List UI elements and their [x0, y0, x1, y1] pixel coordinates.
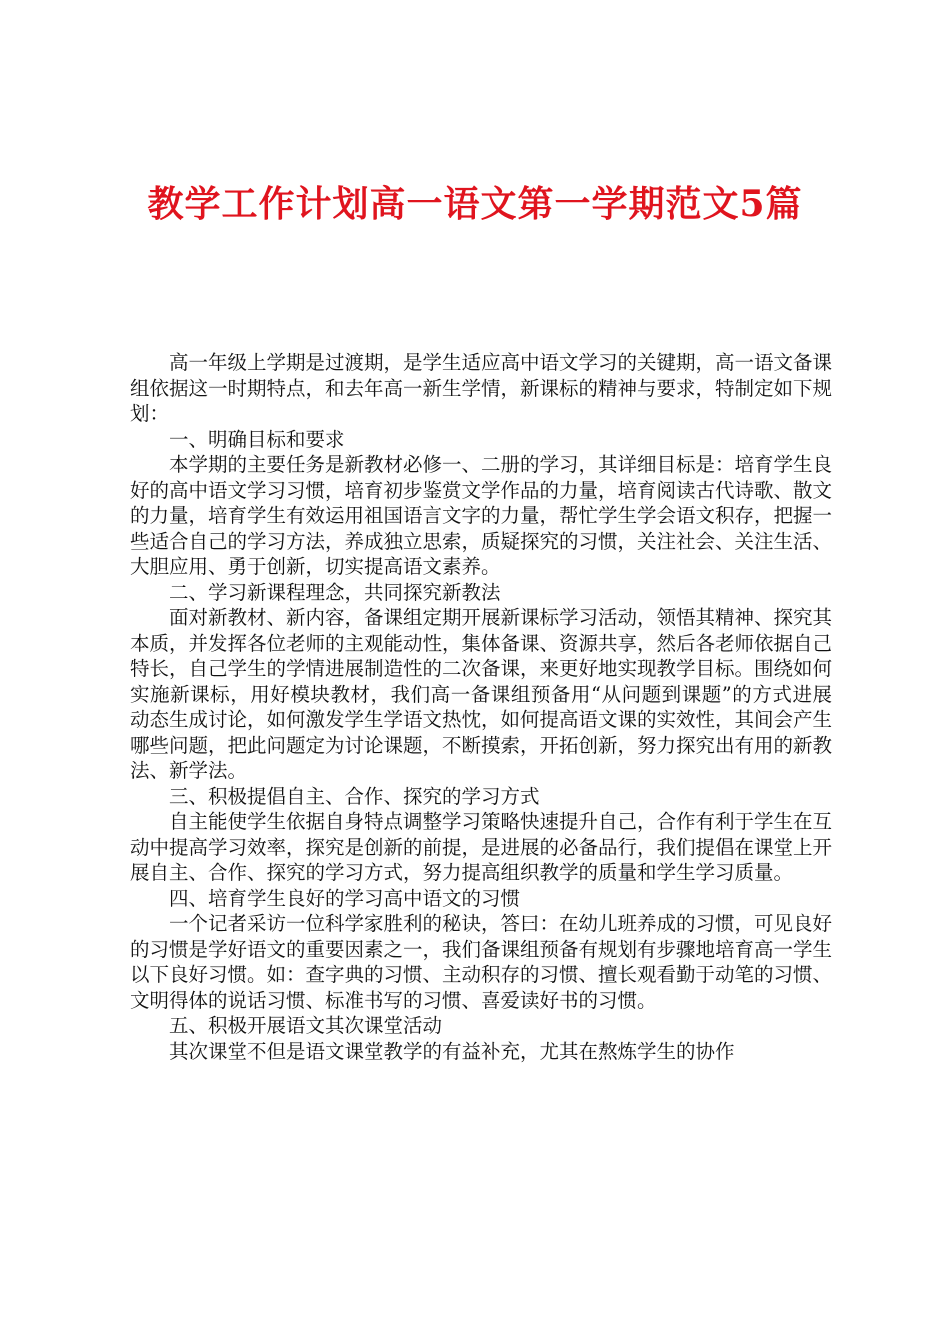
section-heading-5: 五、积极开展语文其次课堂活动 [169, 1014, 443, 1037]
paragraph-section-5: 其次课堂不但是语文课堂教学的有益补充，尤其在熬炼学生的协作 [169, 1039, 735, 1063]
paragraph-intro: 高一年级上学期是过渡期，是学生适应高中语文学习的关键期，高一语文备课组依据这一时期特点，和去年高一新生学情，新课标的精神与要求，特制定如下规划： [130, 351, 833, 425]
section-heading-4: 四、培育学生良好的学习高中语文的习惯 [169, 886, 521, 910]
section-heading-1: 一、明确目标和要求 [169, 427, 345, 451]
section-heading-2: 二、学习新课程理念，共同探究新教法 [169, 580, 501, 604]
paragraph-section-2: 面对新教材、新内容，备课组定期开展新课标学习活动，领悟其精神、探究其本质，并发挥各位老师的主观能动性，集体备课、资源共享，然后各老师依据自己特长，自己学生的学情进展制造性的二次备课，来更好地实现教学目标。围绕如何实施新课标，用好模块教材，我们高一备课组预备用“从问题到课题”的方式进展动态生成讨论，如何激发学生学语文热忱，如何提高语文课的实效性，其间会产生哪些问题，把此问题定为讨论课题，不断摸索，开拓创新，努力探究出有用的新教法、新学法。 [130, 606, 833, 782]
paragraph-section-1: 本学期的主要任务是新教材必修一、二册的学习，其详细目标是：培育学生良好的高中语文学习习惯，培育初步鉴赏文学作品的力量，培育阅读古代诗歌、散文的力量，培育学生有效运用祖国语言文字的力量，帮忙学生学会语文积存，把握一些适合自己的学习方法，养成独立思索，质疑探究的习惯，关注社会、关注生活、大胆应用、勇于创新，切实提高语文素养。 [130, 453, 833, 578]
document-body [130, 350, 832, 1064]
document-title: 教学工作计划高一语文第一学期范文5篇 [147, 183, 803, 225]
paragraph-section-4: 一个记者采访一位科学家胜利的秘诀，答曰：在幼儿班养成的习惯，可见良好的习惯是学好语文的重要因素之一，我们备课组预备有规划有步骤地培育高一学生以下良好习惯。如：查字典的习惯、主动积存的习惯、擅长观看勤于动笔的习惯、文明得体的说话习惯、标准书写的习惯、喜爱读好书的习惯。 [130, 912, 833, 1012]
section-heading-3: 三、积极提倡自主、合作、探究的学习方式 [169, 784, 540, 808]
paragraph-section-3: 自主能使学生依据自身特点调整学习策略快速提升自己，合作有利于学生在互动中提高学习效率，探究是创新的前提，是进展的必备品行，我们提倡在课堂上开展自主、合作、探究的学习方式，努力提高组织教学的质量和学生学习质量。 [130, 810, 833, 884]
